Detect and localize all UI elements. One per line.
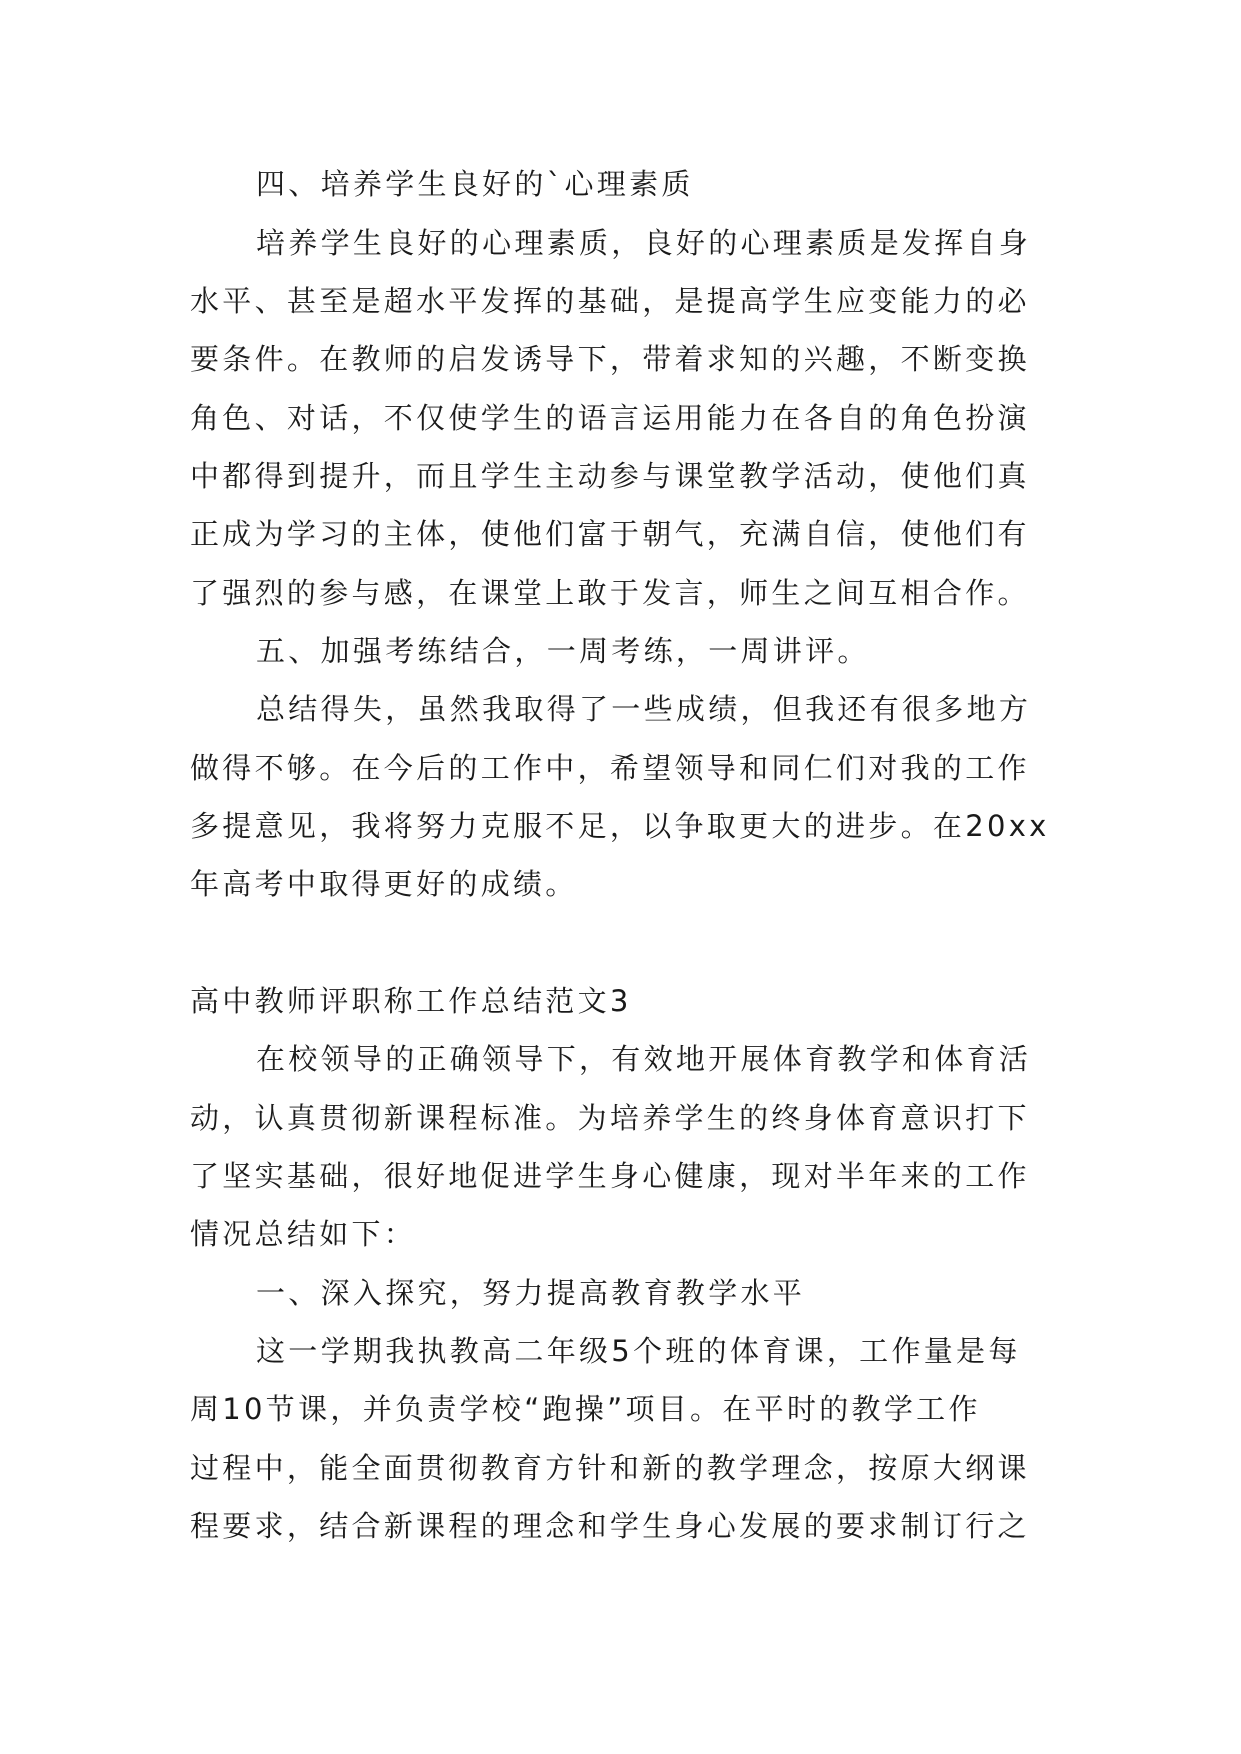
section-four-heading: 四、培养学生良好的`心理素质 [256, 167, 694, 201]
paragraph-line: 水平、甚至是超水平发挥的基础，是提高学生应变能力的必 [190, 284, 1030, 318]
section-five-heading: 五、加强考练结合，一周考练，一周讲评。 [256, 634, 870, 668]
paragraph-line: 年高考中取得更好的成绩。 [190, 867, 578, 901]
essay-title: 高中教师评职称工作总结范文3 [190, 984, 632, 1018]
paragraph-line: 要条件。在教师的启发诱导下，带着求知的兴趣，不断变换 [190, 342, 1030, 376]
paragraph-line: 这一学期我执教高二年级5个班的体育课，工作量是每 [256, 1334, 1021, 1368]
paragraph-line: 在校领导的正确领导下，有效地开展体育教学和体育活 [256, 1042, 1032, 1076]
paragraph-line: 周10节课，并负责学校“跑操”项目。在平时的教学工作 [190, 1392, 981, 1426]
section-one-heading: 一、深入探究，努力提高教育教学水平 [256, 1276, 806, 1310]
paragraph-line: 培养学生良好的心理素质，良好的心理素质是发挥自身 [256, 226, 1032, 260]
paragraph-line: 了强烈的参与感，在课堂上敢于发言，师生之间互相合作。 [190, 576, 1030, 610]
paragraph-line: 情况总结如下： [190, 1217, 417, 1251]
paragraph-line: 多提意见，我将努力克服不足，以争取更大的进步。在20xx [190, 809, 1050, 843]
paragraph-line: 过程中，能全面贯彻教育方针和新的教学理念，按原大纲课 [190, 1451, 1030, 1485]
paragraph-line: 程要求，结合新课程的理念和学生身心发展的要求制订行之 [190, 1509, 1030, 1543]
paragraph-line: 总结得失，虽然我取得了一些成绩，但我还有很多地方 [256, 692, 1032, 726]
paragraph-line: 正成为学习的主体，使他们富于朝气，充满自信，使他们有 [190, 517, 1030, 551]
paragraph-line: 角色、对话，不仅使学生的语言运用能力在各自的角色扮演 [190, 401, 1030, 435]
paragraph-line: 动，认真贯彻新课程标准。为培养学生的终身体育意识打下 [190, 1101, 1030, 1135]
paragraph-line: 了坚实基础，很好地促进学生身心健康，现对半年来的工作 [190, 1159, 1030, 1193]
paragraph-line: 做得不够。在今后的工作中，希望领导和同仁们对我的工作 [190, 751, 1030, 785]
paragraph-line: 中都得到提升，而且学生主动参与课堂教学活动，使他们真 [190, 459, 1030, 493]
